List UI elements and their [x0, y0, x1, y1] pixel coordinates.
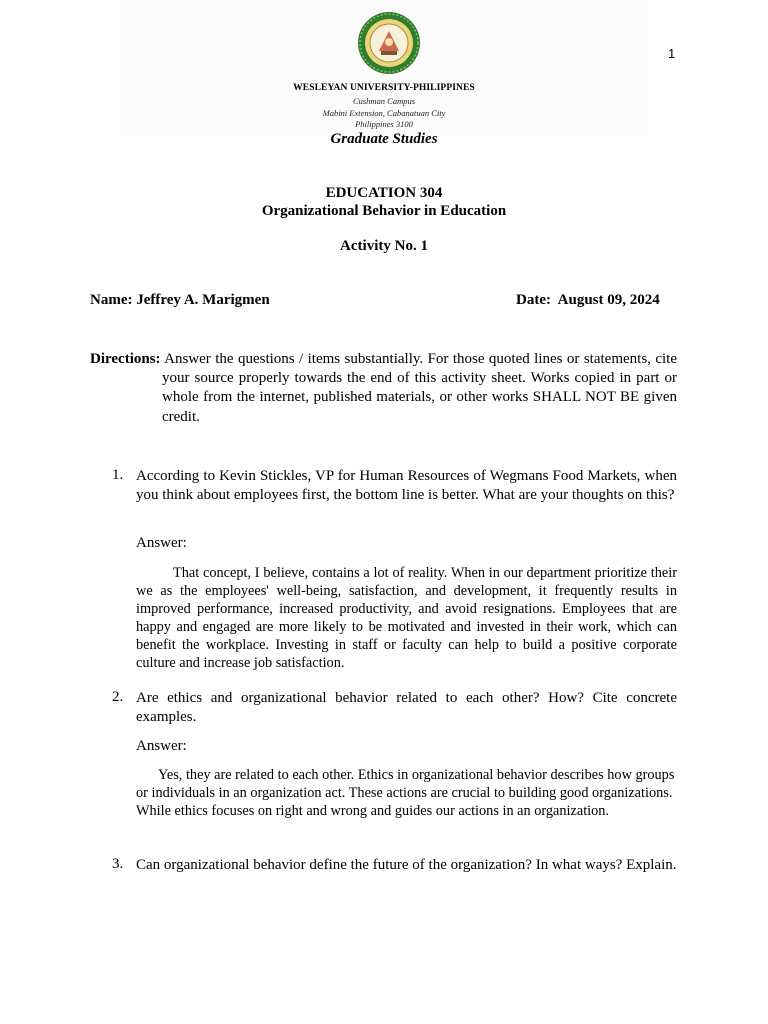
question-3-number: 3.	[112, 856, 124, 872]
campus-name: Cushman Campus	[352, 96, 416, 106]
question-1-answer-label: Answer:	[136, 535, 187, 551]
department-heading: Graduate Studies	[330, 131, 438, 147]
directions-paragraph	[90, 350, 677, 427]
university-name: WESLEYAN UNIVERSITY-PHILIPPINES	[293, 83, 475, 93]
question-3-text: Can organizational behavior define the future of the organization? In what ways? Explain.	[136, 857, 677, 873]
course-code: EDUCATION 304	[325, 185, 443, 201]
page-number: 1	[668, 46, 676, 61]
letterhead	[120, 0, 648, 136]
directions-label: Directions:	[90, 351, 161, 367]
address-line: Mabini Extension, Cabanatuan City	[322, 108, 446, 118]
course-title: Organizational Behavior in Education	[261, 203, 507, 219]
student-name: Name: Jeffrey A. Marigmen	[90, 292, 270, 308]
question-2-answer-label: Answer:	[136, 738, 187, 754]
country-line: Philippines 3100	[355, 119, 413, 129]
question-2-number: 2.	[112, 689, 124, 705]
question-1-text: According to Kevin Stickles, VP for Human Resources of Wegmans Food Markets, when you think about employees first, the bottom line is better. What are your thoughts on this?	[136, 468, 677, 503]
university-seal-icon	[357, 11, 421, 75]
submission-date: Date: August 09, 2024	[516, 292, 660, 308]
directions-text: Answer the questions / items substantially. For those quoted lines or statements, cite your source properly towards the end of this activity sheet. Works copied in part or whole from the internet, published materials, or other works SHALL NOT BE given credit.	[162, 351, 677, 425]
question-2-answer: Yes, they are related to each other. Ethics in organizational behavior describes how groups or individuals in an organization act. These actions are crucial to building good organizations. While ethics focuses on right and wrong and guides our actions in an organization.	[136, 767, 675, 819]
question-1-answer: That concept, I believe, contains a lot of reality. When in our department prioritize their we as the employees' well-being, satisfaction, and development, it frequently results in improved performance, increased productivity, and avoid resignations. Employees that are happy and engaged are more likely to be motivated and invested in their work, which can benefit the workplace. Investing in staff or faculty can help to build a positive corporate culture and increase job satisfaction.	[136, 565, 677, 671]
question-2-text: Are ethics and organizational behavior related to each other? How? Cite concrete examples.	[136, 690, 677, 725]
activity-title: Activity No. 1	[340, 238, 428, 254]
question-1-number: 1.	[112, 467, 124, 483]
